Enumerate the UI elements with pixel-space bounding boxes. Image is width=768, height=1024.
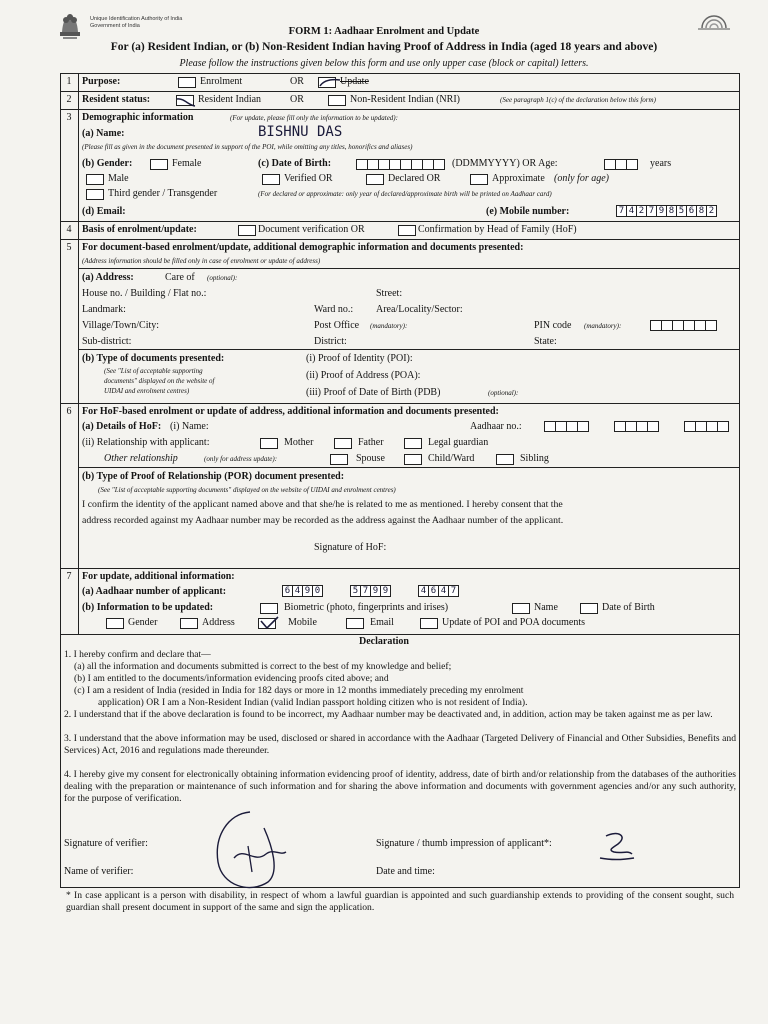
female-checkbox[interactable] — [150, 159, 168, 170]
or-text: OR — [290, 94, 304, 105]
district-label: District: — [314, 336, 347, 347]
aadhaar-digit: 4 — [418, 585, 429, 597]
spouse-checkbox[interactable] — [330, 454, 348, 465]
section-number: 7 — [66, 571, 72, 582]
sibling-checkbox[interactable] — [496, 454, 514, 465]
hof-aadhaar-label: Aadhaar no.: — [470, 421, 522, 432]
street-label: Street: — [376, 288, 403, 299]
mobile-cells[interactable] — [616, 205, 716, 217]
declaration-p1a: (a) all the information and documents submitted is correct to the best of my knowledge and belief; — [74, 661, 452, 672]
poi-label: (i) Proof of Identity (POI): — [306, 353, 413, 364]
verifier-signature-mark — [210, 806, 290, 896]
mobile-digit: 7 — [646, 205, 657, 217]
declaration-p3: 3. I understand that the above information may be used, disclosed or shared in accordance with the Aadhaar (Targeted Delivery of Financial and Other Subsidies, Benefits and Services) Act, 2016 and regulations made thereunder. — [64, 733, 736, 756]
care-of-note: (optional): — [207, 274, 238, 282]
aadhaar-digit: 6 — [282, 585, 293, 597]
form-title: FORM 1: Aadhaar Enrolment and Update — [288, 26, 480, 37]
demographic-note: (For update, please fill only the information to be updated): — [230, 114, 398, 122]
approximate-note: (only for age) — [554, 173, 609, 184]
mobile-digit: 7 — [616, 205, 627, 217]
declaration-p1: 1. I hereby confirm and declare that— — [64, 649, 211, 660]
resident-tick-mark — [176, 96, 196, 108]
verifier-name-label: Name of verifier: — [64, 866, 134, 877]
address-label: (a) Address: — [82, 272, 134, 283]
section-number: 5 — [66, 242, 72, 253]
mobile-label: (e) Mobile number: — [486, 206, 570, 217]
declaration-p1c-line1: (c) I am a resident of India (resided in India for 182 days or more in 12 months immediately preceding my enrolment — [74, 685, 524, 696]
verified-label: Verified OR — [284, 173, 333, 184]
declared-checkbox[interactable] — [366, 174, 384, 185]
name-note: (Please fill as given in the document presented in support of the POI, while omitting any titles, honorifics and aliases) — [82, 143, 413, 151]
docs-note-2: documents" displayed on the website of — [104, 377, 215, 385]
demographic-label: Demographic information — [82, 112, 194, 123]
mobile-digit: 4 — [626, 205, 637, 217]
address-update-label: Address — [202, 617, 235, 628]
aadhaar-digit: 5 — [350, 585, 361, 597]
gender-label: (b) Gender: — [82, 158, 133, 169]
row-divider — [60, 403, 740, 404]
poi-poa-update-checkbox[interactable] — [420, 618, 438, 629]
dob-format: (DDMMYYYY) OR Age: — [452, 158, 558, 169]
declaration-p1c-line2: application) OR I am a Non-Resident Indian (valid Indian passport holding citizen who is not resident of India). — [98, 697, 528, 708]
nri-checkbox[interactable] — [328, 95, 346, 106]
section-number: 2 — [66, 94, 72, 105]
enrolment-checkbox[interactable] — [178, 77, 196, 88]
email-update-checkbox[interactable] — [346, 618, 364, 629]
verifier-signature-label: Signature of verifier: — [64, 838, 148, 849]
father-checkbox[interactable] — [334, 438, 352, 449]
pin-cells[interactable] — [650, 320, 716, 331]
doc-verification-label: Document verification OR — [258, 224, 365, 235]
hof-aadhaar-cells-1[interactable] — [544, 421, 588, 432]
verified-checkbox[interactable] — [262, 174, 280, 185]
name-update-label: Name — [534, 602, 558, 613]
area-label: Area/Locality/Sector: — [376, 304, 463, 315]
row-divider — [79, 268, 740, 269]
aadhaar-digit: 4 — [292, 585, 303, 597]
approximate-label: Approximate — [492, 173, 545, 184]
hof-details-label: (a) Details of HoF: — [82, 421, 162, 432]
nri-note: (See paragraph 1(c) of the declaration below this form) — [500, 96, 656, 104]
email-label: (d) Email: — [82, 206, 126, 217]
poa-label: (ii) Proof of Address (POA): — [306, 370, 421, 381]
footnote: * In case applicant is a person with disability, in respect of whom a lawful guardian is appointed and such guardianship extends to providing of the consent sought, such guardian shall present document in support of the same and sign the application. — [66, 890, 734, 913]
row-divider — [60, 239, 740, 240]
declaration-title: Declaration — [359, 636, 409, 647]
name-update-checkbox[interactable] — [512, 603, 530, 614]
doc-verification-checkbox[interactable] — [238, 225, 256, 236]
male-checkbox[interactable] — [86, 174, 104, 185]
third-gender-checkbox[interactable] — [86, 189, 104, 200]
name-value[interactable]: BISHNU DAS — [258, 124, 343, 140]
hof-aadhaar-cells-3[interactable] — [684, 421, 728, 432]
row-divider — [60, 91, 740, 92]
org-line-1: Unique Identification Authority of India — [90, 16, 183, 22]
section-number: 6 — [66, 406, 72, 417]
nri-label: Non-Resident Indian (NRI) — [350, 94, 460, 105]
resident-indian-label: Resident Indian — [198, 94, 262, 105]
ward-label: Ward no.: — [314, 304, 354, 315]
hof-confirm-line-2: address recorded against my Aadhaar number may be recorded as the address against the Aadhaar number of the applicant. — [82, 515, 564, 526]
section-number: 3 — [66, 112, 72, 123]
declared-label: Declared OR — [388, 173, 441, 184]
hof-based-label: For HoF-based enrolment or update of address, additional information and documents presented: — [82, 406, 499, 417]
aadhaar-digit: 9 — [302, 585, 313, 597]
docs-note-1: (See "List of acceptable supporting — [104, 367, 203, 375]
basis-label: Basis of enrolment/update: — [82, 224, 197, 235]
gender-update-checkbox[interactable] — [106, 618, 124, 629]
mobile-digit: 2 — [636, 205, 647, 217]
approximate-checkbox[interactable] — [470, 174, 488, 185]
row-divider — [79, 349, 740, 350]
applicant-signature-mark — [596, 830, 636, 864]
update-label: Update — [340, 76, 369, 87]
docs-label: (b) Type of documents presented: — [82, 353, 225, 364]
hof-aadhaar-cells-2[interactable] — [614, 421, 658, 432]
applicant-aadhaar-label: (a) Aadhaar number of applicant: — [82, 586, 227, 597]
aadhaar-group-1[interactable] — [282, 585, 322, 597]
pin-note: (mandatory): — [584, 322, 622, 330]
aadhaar-group-3[interactable] — [418, 585, 458, 597]
care-of-label: Care of — [165, 272, 195, 283]
dob-update-checkbox[interactable] — [580, 603, 598, 614]
docs-note-3: UIDAI and enrolment centres) — [104, 387, 190, 395]
resident-status-label: Resident status: — [82, 94, 151, 105]
update-info-label: For update, additional information: — [82, 571, 235, 582]
org-line-2: Government of India — [90, 23, 140, 29]
gender-update-label: Gender — [128, 617, 158, 628]
enrolment-label: Enrolment — [200, 76, 243, 87]
dob-cells[interactable] — [356, 159, 444, 170]
mobile-digit: 2 — [706, 205, 717, 217]
info-to-update-label: (b) Information to be updated: — [82, 602, 214, 613]
mobile-tick-mark — [258, 615, 280, 631]
aadhaar-digit: 7 — [360, 585, 371, 597]
aadhaar-digit: 0 — [312, 585, 323, 597]
other-relationship-note: (only for address update): — [204, 455, 278, 463]
dob-label: (c) Date of Birth: — [258, 158, 332, 169]
sibling-label: Sibling — [520, 453, 549, 464]
mobile-update-label: Mobile — [288, 617, 317, 628]
por-note: (See "List of acceptable supporting documents" displayed on the website of UIDAI and enrolment centres) — [98, 486, 396, 494]
declaration-p4: 4. I hereby give my consent for electronically obtaining information evidencing proof of identity, address, date of birth and/or relationship from the databases of the authorities dealing with the preparation or maintenance of such information and for sharing the above information and documents with government agencies and/or any such authority, for the purpose of verification. — [64, 769, 736, 804]
legal-guardian-label: Legal guardian — [428, 437, 489, 448]
hof-confirmation-label: Confirmation by Head of Family (HoF) — [418, 224, 577, 235]
aadhaar-digit: 9 — [380, 585, 391, 597]
post-office-label: Post Office — [314, 320, 360, 331]
row-divider — [60, 634, 740, 635]
legal-guardian-checkbox[interactable] — [404, 438, 422, 449]
number-column-divider — [78, 73, 79, 634]
child-ward-checkbox[interactable] — [404, 454, 422, 465]
mobile-digit: 9 — [656, 205, 667, 217]
state-label: State: — [534, 336, 557, 347]
name-label: (a) Name: — [82, 128, 125, 139]
pdb-label: (iii) Proof of Date of Birth (PDB) — [306, 387, 441, 398]
purpose-label: Purpose: — [82, 76, 121, 87]
date-time-label: Date and time: — [376, 866, 435, 877]
declaration-p1b: (b) I am entitled to the documents/information evidencing proofs cited above; and — [74, 673, 389, 684]
father-label: Father — [358, 437, 384, 448]
form-instructions: Please follow the instructions given below this form and use only upper case (block or capital) letters. — [179, 58, 589, 69]
biometric-label: Biometric (photo, fingerprints and irises) — [284, 602, 449, 613]
male-label: Male — [108, 173, 129, 184]
subdistrict-label: Sub-district: — [82, 336, 132, 347]
mobile-digit: 6 — [686, 205, 697, 217]
pdb-note: (optional): — [488, 389, 519, 397]
aadhaar-digit: 7 — [448, 585, 459, 597]
female-label: Female — [172, 158, 202, 169]
aadhaar-digit: 6 — [428, 585, 439, 597]
years-label: years — [650, 158, 672, 169]
dob-update-label: Date of Birth — [602, 602, 655, 613]
address-note: (Address information should be filled only in case of enrolment or update of address) — [82, 257, 321, 265]
biometric-checkbox[interactable] — [260, 603, 278, 614]
post-office-note: (mandatory): — [370, 322, 408, 330]
aadhaar-digit: 9 — [370, 585, 381, 597]
section-number: 1 — [66, 76, 72, 87]
house-label: House no. / Building / Flat no.: — [82, 288, 207, 299]
hof-confirmation-checkbox[interactable] — [398, 225, 416, 236]
third-gender-label: Third gender / Transgender — [108, 188, 218, 199]
or-text: OR — [290, 76, 304, 87]
village-label: Village/Town/City: — [82, 320, 160, 331]
pin-label: PIN code — [534, 320, 572, 331]
hof-confirm-line-1: I confirm the identity of the applicant named above and that she/he is related to me as mentioned. I hereby consent that the — [82, 499, 563, 510]
mother-label: Mother — [284, 437, 314, 448]
other-relationship-label: Other relationship — [104, 453, 178, 464]
row-divider — [60, 568, 740, 569]
spouse-label: Spouse — [356, 453, 385, 464]
mobile-digit: 8 — [666, 205, 677, 217]
landmark-label: Landmark: — [82, 304, 126, 315]
mother-checkbox[interactable] — [260, 438, 278, 449]
mobile-digit: 8 — [696, 205, 707, 217]
child-ward-label: Child/Ward — [428, 453, 475, 464]
row-divider — [60, 887, 740, 888]
por-label: (b) Type of Proof of Relationship (POR) document presented: — [82, 471, 345, 482]
poi-poa-update-label: Update of POI and POA documents — [442, 617, 586, 628]
aadhaar-digit: 4 — [438, 585, 449, 597]
update-tick-mark — [318, 76, 342, 90]
declaration-p2: 2. I understand that if the above declaration is found to be incorrect, my Aadhaar number may be deactivated and, in addition, action may be taken against me as per law. — [64, 709, 713, 720]
address-update-checkbox[interactable] — [180, 618, 198, 629]
section-number: 4 — [66, 224, 72, 235]
row-divider — [60, 221, 740, 222]
mobile-digit: 5 — [676, 205, 687, 217]
aadhaar-group-2[interactable] — [350, 585, 390, 597]
hof-name-label: (i) Name: — [170, 421, 209, 432]
email-update-label: Email — [370, 617, 394, 628]
doc-based-label: For document-based enrolment/update, additional demographic information and documents presented: — [82, 242, 524, 253]
age-cells[interactable] — [604, 159, 637, 170]
row-divider — [79, 467, 740, 468]
relationship-label: (ii) Relationship with applicant: — [82, 437, 210, 448]
row-divider — [60, 109, 740, 110]
dob-note: (For declared or approximate: only year of declared/approximate birth will be printed on Aadhaar card) — [258, 190, 552, 198]
form-subtitle: For (a) Resident Indian, or (b) Non-Resident Indian having Proof of Address in India (aged 18 years and above) — [110, 41, 658, 53]
applicant-signature-label: Signature / thumb impression of applicant*: — [376, 838, 552, 849]
hof-signature-label: Signature of HoF: — [314, 542, 387, 553]
